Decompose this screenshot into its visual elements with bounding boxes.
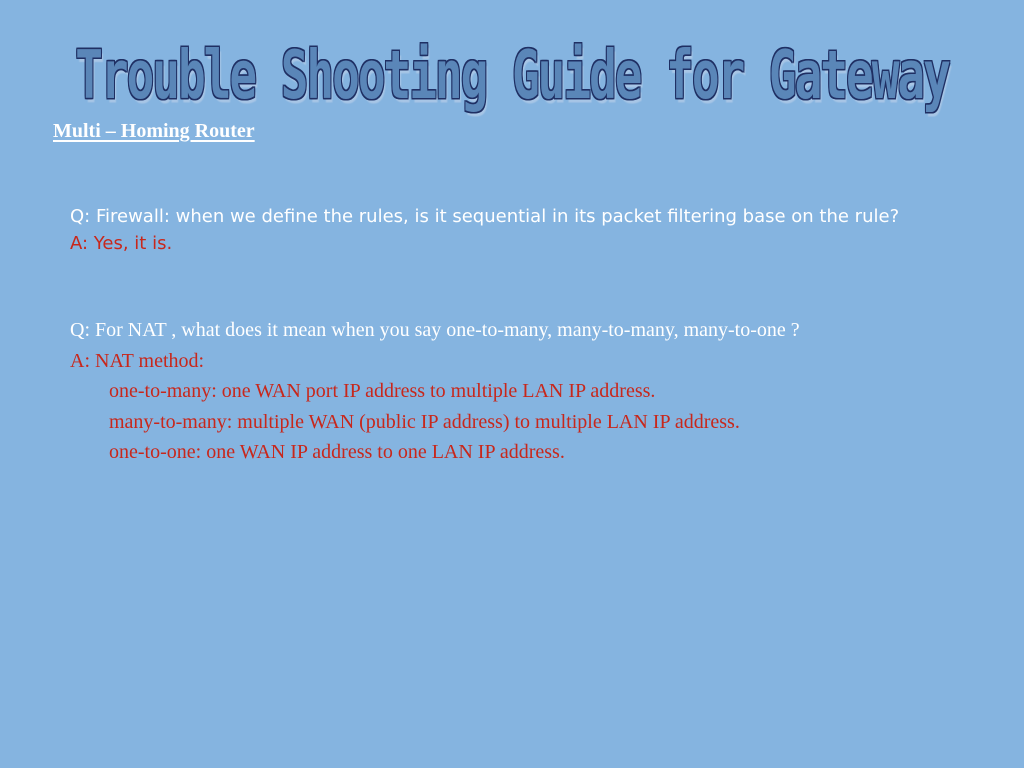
section-subtitle: Multi – Homing Router <box>53 120 255 142</box>
answer-nat-line: one-to-many: one WAN port IP address to multiple LAN IP address. <box>109 380 656 402</box>
question-firewall: Q: Firewall: when we define the rules, is it sequential in its packet filtering base on the rule? <box>70 206 900 227</box>
qa-nat <box>70 315 970 468</box>
answer-nat-heading: A: NAT method: <box>70 349 205 372</box>
answer-nat-line: one-to-one: one WAN IP address to one LAN IP address. <box>109 441 565 463</box>
slide-title: Trouble Shooting Guide for Gateway <box>75 35 949 115</box>
question-nat: Q: For NAT , what does it mean when you say one-to-many, many-to-many, many-to-one ? <box>70 319 800 341</box>
answer-firewall: A: Yes, it is. <box>70 233 173 254</box>
answer-nat-line: many-to-many: multiple WAN (public IP address) to multiple LAN IP address. <box>109 410 740 433</box>
qa-firewall <box>70 203 970 257</box>
